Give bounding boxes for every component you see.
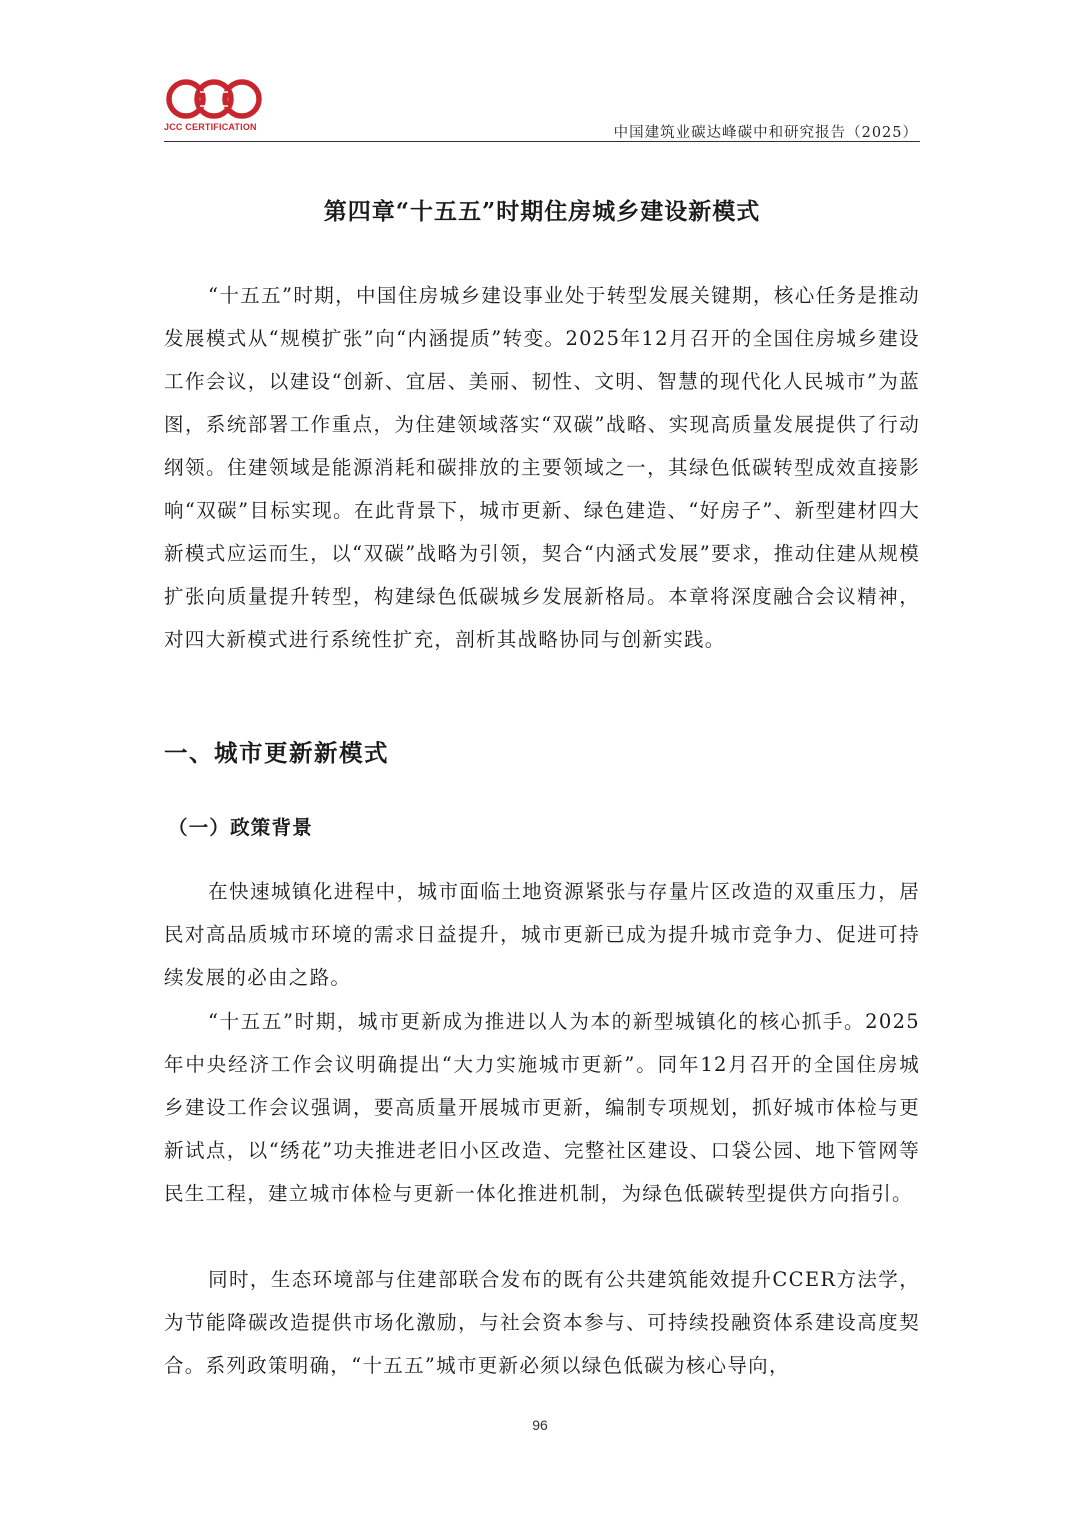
body-paragraph xyxy=(164,1000,920,1215)
paragraph-text: 在快速城镇化进程中，城市面临土地资源紧张与存量片区改造的双重压力，居民对高品质城市环境的需求日益提升，城市更新已成为提升城市竞争力、促进可持续发展的必由之路。 xyxy=(164,880,920,989)
body-paragraph xyxy=(164,1258,920,1387)
page-number: 96 xyxy=(532,1417,548,1433)
subsection-title: （一）政策背景 xyxy=(168,816,313,839)
logo-text: JCC CERTIFICATION xyxy=(164,122,257,132)
paragraph-text: 同时，生态环境部与住建部联合发布的既有公共建筑能效提升CCER方法学，为节能降碳改造提供市场化激励，与社会资本参与、可持续投融资体系建设高度契合。系列政策明确，“十五五”城市更新必须以绿色低碳为核心导向， xyxy=(164,1268,920,1377)
three-rings-logo-icon xyxy=(164,78,264,122)
chapter-intro-paragraph xyxy=(164,274,920,661)
jcc-logo xyxy=(164,78,264,136)
chapter-title: 第四章“十五五”时期住房城乡建设新模式 xyxy=(323,198,761,225)
header-divider xyxy=(164,141,920,142)
paragraph-text: “十五五”时期，中国住房城乡建设事业处于转型发展关键期，核心任务是推动发展模式从“规模扩张”向“内涵提质”转变。2025年12月召开的全国住房城乡建设工作会议，以建设“创新、宜居、美丽、韧性、文明、智慧的现代化人民城市”为蓝图，系统部署工作重点，为住建领域落实“双碳”战略、实现高质量发展提供了行动纲领。住建领域是能源消耗和碳排放的主要领域之一，其绿色低碳转型成效直接影响“双碳”目标实现。在此背景下，城市更新、绿色建造、“好房子”、新型建材四大新模式应运而生，以“双碳”战略为引领，契合“内涵式发展”要求，推动住建从规模扩张向质量提升转型，构建绿色低碳城乡发展新格局。本章将深度融合会议精神，对四大新模式进行系统性扩充，剖析其战略协同与创新实践。 xyxy=(164,284,920,651)
paragraph-text: “十五五”时期，城市更新成为推进以人为本的新型城镇化的核心抓手。2025年中央经济工作会议明确提出“大力实施城市更新”。同年12月召开的全国住房城乡建设工作会议强调，要高质量开展城市更新，编制专项规划，抓好城市体检与更新试点，以“绣花”功夫推进老旧小区改造、完整社区建设、口袋公园、地下管网等民生工程，建立城市体检与更新一体化推进机制，为绿色低碳转型提供方向指引。 xyxy=(164,1010,920,1205)
section-title: 一、城市更新新模式 xyxy=(164,739,389,767)
body-paragraph xyxy=(164,870,920,999)
report-title: 中国建筑业碳达峰碳中和研究报告（2025） xyxy=(613,125,918,141)
